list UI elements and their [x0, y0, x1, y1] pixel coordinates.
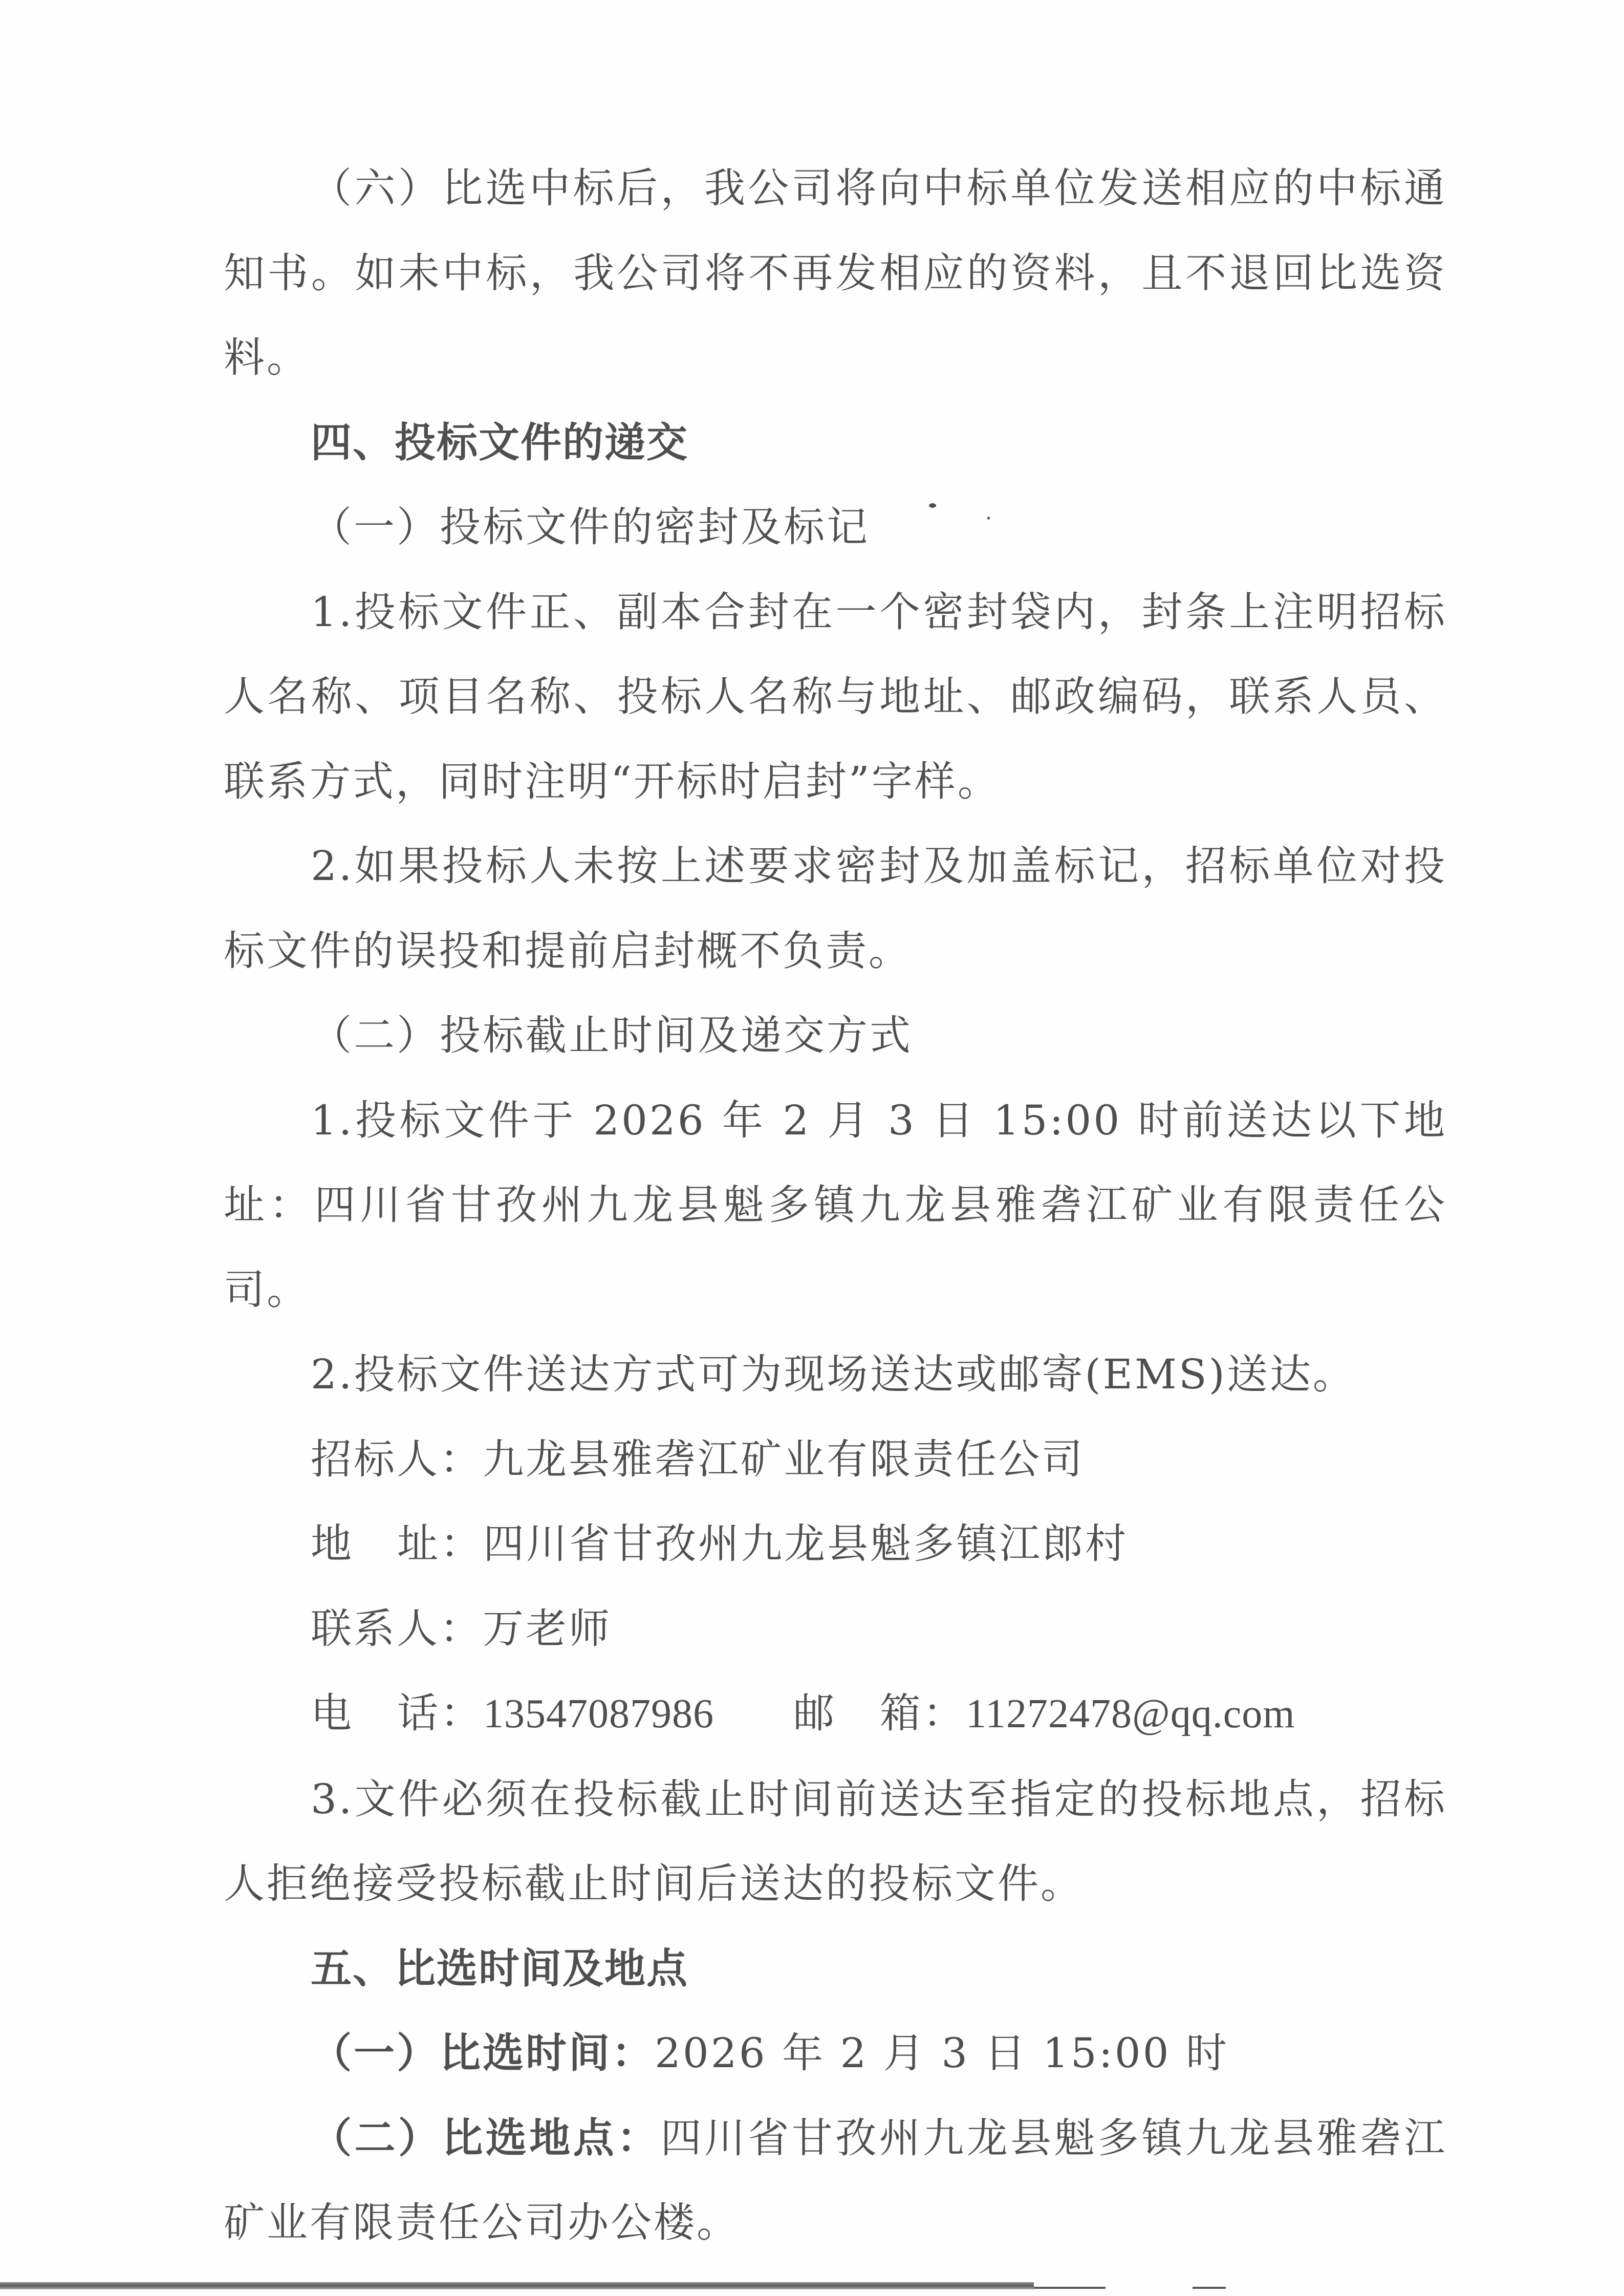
- contact-value: 万老师: [483, 1604, 612, 1653]
- email-label-char2: 箱：: [880, 1689, 966, 1737]
- address-label-char2: 址：: [397, 1520, 483, 1568]
- contact-label: 联系人：: [311, 1604, 483, 1653]
- paragraph-sealing-2: 2.如果投标人未按上述要求密封及加盖标记，招标单位对投标文件的误投和提前启封概不负责。: [224, 842, 1447, 975]
- paragraph-award-notice: （六）比选中标后，我公司将向中标单位发送相应的中标通知书。如未中标，我公司将不再发相应的资料，且不退回比选资料。: [224, 164, 1447, 381]
- scan-edge-line: [0, 2282, 1034, 2289]
- section-heading-5: 五、比选时间及地点: [311, 1944, 688, 1992]
- paragraph-deadline-3: 3.文件必须在投标截止时间前送达至指定的投标地点，招标人拒绝接受投标截止时间后送达的投标文件。: [224, 1775, 1447, 1907]
- paragraph-sealing-1: 1.投标文件正、副本合封在一个密封袋内，封条上注明招标人名称、项目名称、投标人名称与地址、邮政编码，联系人员、联系方式，同时注明“开标时启封”字样。: [224, 588, 1447, 805]
- phone-email-line: [224, 1671, 1447, 1757]
- section-heading-4: 四、投标文件的递交: [311, 418, 688, 466]
- email-address: 11272478@qq.com: [966, 1691, 1295, 1736]
- selection-place-label: （二）比选地点：: [311, 2113, 661, 2162]
- scan-edge-line: [1034, 2287, 1106, 2289]
- phone-label-char2: 话：: [397, 1689, 483, 1737]
- tenderer-label: 招标人：: [311, 1435, 483, 1483]
- address-line: [224, 1501, 1447, 1586]
- selection-place-line: [224, 2096, 1447, 2265]
- selection-time-line: [224, 2011, 1447, 2096]
- subheading-deadline-delivery: （二）投标截止时间及递交方式: [311, 1012, 913, 1059]
- address-label-char1: 地: [311, 1520, 354, 1568]
- selection-time-value: 2026 年 2 月 3 日 15:00 时: [655, 2029, 1229, 2077]
- paragraph-delivery-method: 2.投标文件送达方式可为现场送达或邮寄(EMS)送达。: [311, 1350, 1356, 1398]
- scan-edge-line: [1193, 2287, 1226, 2289]
- scan-speck: [929, 503, 936, 508]
- document-body: [224, 146, 1447, 2265]
- phone-label-char1: 电: [311, 1689, 354, 1737]
- selection-time-label: （一）比选时间：: [311, 2029, 655, 2077]
- paragraph-deadline-1: 1.投标文件于 2026 年 2 月 3 日 15:00 时前送达以下地址：四川省甘孜州九龙县魁多镇九龙县雅砻江矿业有限责任公司。: [224, 1096, 1447, 1314]
- phone-number: 13547087986: [483, 1691, 714, 1736]
- subheading-sealing-marking: （一）投标文件的密封及标记: [311, 503, 870, 551]
- email-label-char1: 邮: [793, 1689, 836, 1737]
- scan-speck: [987, 517, 990, 520]
- tenderer-line: [224, 1417, 1447, 1502]
- selection-place-value: 四川省甘孜州九龙县魁多镇九龙县雅砻江矿业有限责任公司办公楼。: [224, 2114, 1447, 2246]
- contact-person-line: [224, 1586, 1447, 1671]
- tenderer-value: 九龙县雅砻江矿业有限责任公司: [483, 1435, 1085, 1483]
- address-value: 四川省甘孜州九龙县魁多镇江郎村: [483, 1520, 1128, 1568]
